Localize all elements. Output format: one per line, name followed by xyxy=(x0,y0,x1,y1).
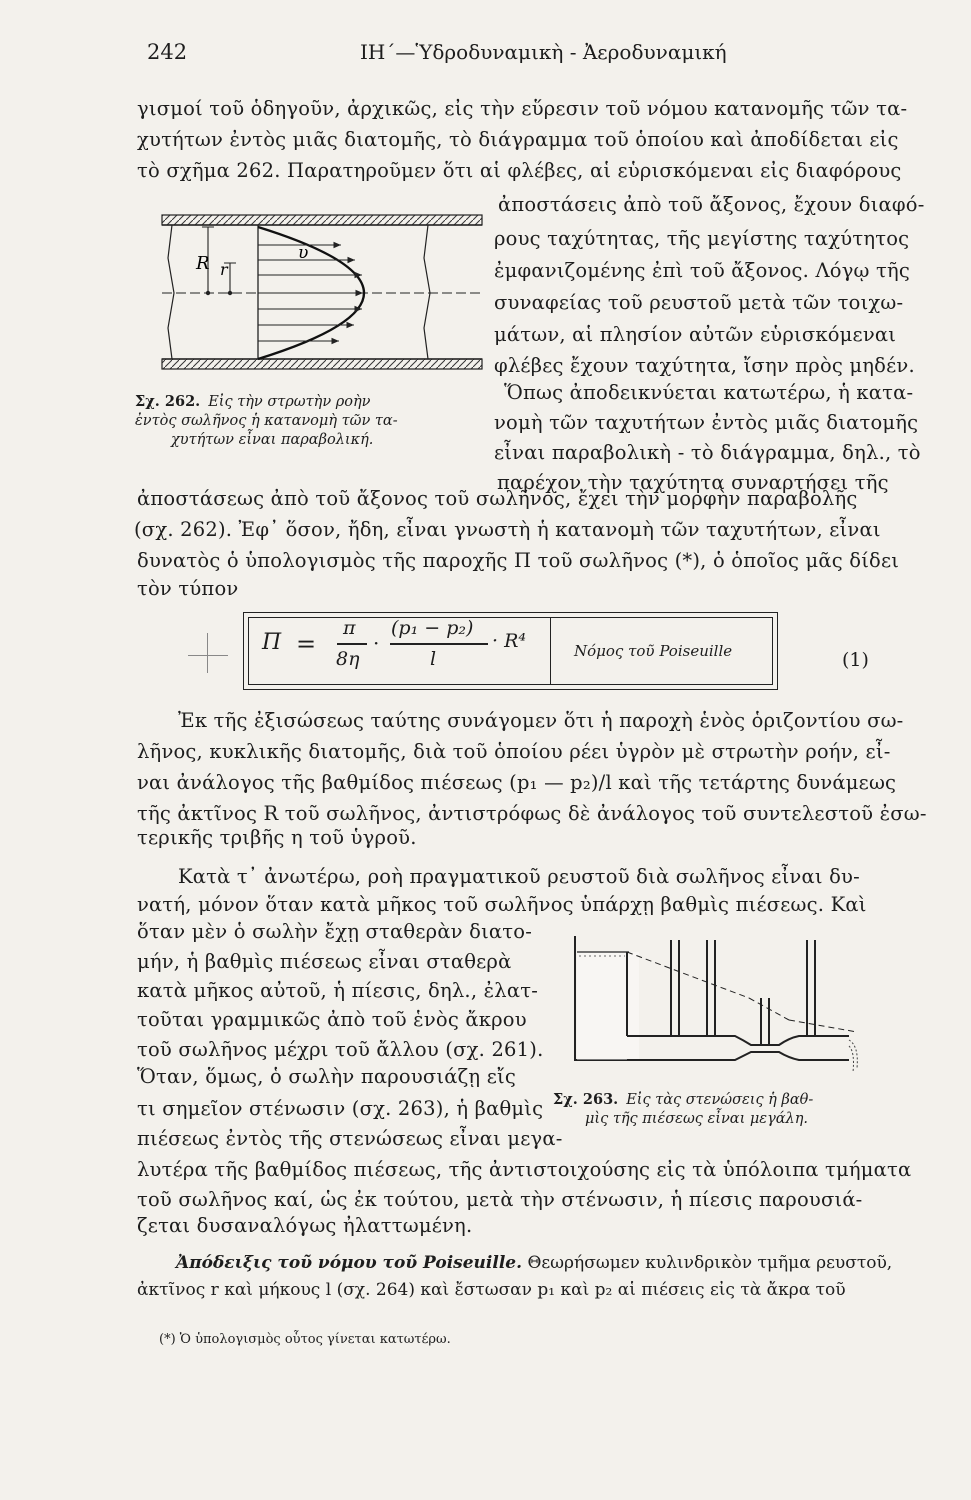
text-line: πιέσεως ἐντὸς τῆς στενώσεως εἶναι μεγα- xyxy=(137,1127,563,1150)
label-v: υ xyxy=(298,243,309,263)
text-line: νατή, μόνον ὅταν κατὰ μῆκος τοῦ σωλῆνος ὑπάρχῃ βαθμὶς πιέσεως. Καὶ xyxy=(137,893,867,916)
formula-r4: · R⁴ xyxy=(492,630,527,652)
text-line: Κατὰ τ᾽ ἀνωτέρω, ροὴ πραγματικοῦ ρευστοῦ διὰ σωλῆνος εἶναι δυ- xyxy=(178,865,860,888)
formula-lhs: Π xyxy=(262,630,282,655)
text-line: τερικῆς τριβῆς η τοῦ ὑγροῦ. xyxy=(137,826,417,849)
figure-263-constriction-diagram xyxy=(567,928,867,1083)
proof-heading: Ἀπόδειξις τοῦ νόμου τοῦ Poiseuille. xyxy=(176,1253,523,1273)
text-line: (σχ. 262). Ἐφ᾽ ὅσον, ἤδη, εἶναι γνωστὴ ἡ κατανομὴ τῶν ταχυτήτων, εἶναι xyxy=(134,518,881,541)
proof-line-2: ἀκτῖνος r καὶ μήκους l (σχ. 264) καὶ ἔστωσαν p₁ καὶ p₂ αἱ πιέσεις εἰς τὰ ἄκρα τοῦ xyxy=(137,1280,846,1300)
text-line: μάτων, αἱ πλησίον αὐτῶν εὑρισκόμεναι xyxy=(494,323,897,346)
running-title: ΙΗ΄—Ὑδροδυναμικὴ - Ἀεροδυναμική xyxy=(360,40,727,64)
text-line: δυνατὸς ὁ ὑπολογισμὸς τῆς παροχῆς Π τοῦ σωλῆνος (*), ὁ ὁποῖος μᾶς δίδει xyxy=(137,549,900,572)
text-line: Ὅταν, ὅμως, ὁ σωλὴν παρουσιάζῃ εἴς xyxy=(137,1065,516,1088)
proof-line-1: Ἀπόδειξις τοῦ νόμου τοῦ Poiseuille. Θεωρήσωμεν κυλινδρικὸν τμῆμα ρευστοῦ, xyxy=(176,1253,893,1273)
margin-cross-mark xyxy=(188,633,228,673)
text-line: λυτέρα τῆς βαθμίδος πιέσεως, τῆς ἀντιστοιχούσης εἰς τὰ ὑπόλοιπα τμήματα xyxy=(137,1158,912,1181)
text-line: ζεται δυσαναλόγως ἠλαττωμένη. xyxy=(137,1214,473,1237)
figure-263-caption: Σχ. 263. Εἰς τὰς στενώσεις ἡ βαθ- μὶς τῆς πιέσεως εἶναι μεγάλη. xyxy=(553,1091,814,1127)
text-line: τοῦται γραμμικῶς ἀπὸ τοῦ ἑνὸς ἄκρου xyxy=(137,1008,527,1031)
label-R: R xyxy=(196,253,210,274)
fraction-bar xyxy=(390,643,488,645)
text-line: τῆς ἀκτῖνος R τοῦ σωλῆνος, ἀντιστρόφως δὲ ἀνάλογος τοῦ συντελεστοῦ ἐσω- xyxy=(137,802,927,825)
text-line: εἶναι παραβολικὴ - τὸ διάγραμμα, δηλ., τὸ xyxy=(494,441,921,464)
text-line: τι σημεῖον στένωσιν (σχ. 263), ἡ βαθμὶς xyxy=(137,1097,544,1120)
formula-8eta: 8η xyxy=(336,648,360,670)
label-r: r xyxy=(220,260,228,279)
page-number: 242 xyxy=(147,40,188,64)
text-line: νομὴ τῶν ταχυτήτων ἐντὸς μιᾶς διατομῆς xyxy=(494,411,919,434)
tube-wall-bottom xyxy=(162,359,482,369)
text-line: λῆνος, κυκλικῆς διατομῆς, διὰ τοῦ ὁποίου ρέει ὑγρὸν μὲ στρωτὴν ροήν, εἶ- xyxy=(137,740,891,763)
caption-number: Σχ. 262. xyxy=(135,393,201,410)
formula-equals: = xyxy=(296,630,317,658)
figure-262-tube-diagram xyxy=(158,213,488,390)
text-line: ἀποστάσεις ἀπὸ τοῦ ἄξονος, ἔχουν διαφό- xyxy=(498,193,925,216)
footnote: (*) Ὁ ὑπολογισμὸς οὗτος γίνεται κατωτέρω. xyxy=(159,1332,451,1347)
formula-pi: π xyxy=(343,617,356,639)
text-line: συναφείας τοῦ ρευστοῦ μετὰ τῶν τοιχω- xyxy=(494,291,904,314)
text-line: ἐμφανιζομένης ἐπὶ τοῦ ἄξονος. Λόγῳ τῆς xyxy=(494,259,911,282)
text-line: μήν, ἡ βαθμὶς πιέσεως εἶναι σταθερὰ xyxy=(137,950,512,973)
text-line: ρους ταχύτητας, τῆς μεγίστης ταχύτητος xyxy=(494,227,910,250)
text-line: κατὰ μῆκος αὐτοῦ, ἡ πίεσις, δηλ., ἐλατ- xyxy=(137,979,538,1002)
text-line: Ὅπως ἀποδεικνύεται κατωτέρω, ἡ κατα- xyxy=(504,381,914,404)
law-name: Νόμος τοῦ Poiseuille xyxy=(574,642,733,660)
text-line: ναι ἀνάλογος τῆς βαθμίδος πιέσεως (p₁ — p₂)/l καὶ τῆς τετάρτης δυνάμεως xyxy=(137,771,897,794)
formula-denominator: l xyxy=(430,648,437,670)
text-line: ὅταν μὲν ὁ σωλὴν ἔχῃ σταθερὰν διατο- xyxy=(137,920,533,943)
text-line: παρέχον τὴν ταχύτητα συναρτήσει τῆς xyxy=(497,471,889,494)
text-line: Ἐκ τῆς ἐξισώσεως ταύτης συνάγομεν ὅτι ἡ παροχὴ ἑνὸς ὁριζοντίου σω- xyxy=(178,709,904,732)
text-line: φλέβες ἔχουν ταχύτητα, ἴσην πρὸς μηδέν. xyxy=(494,354,915,377)
tube-wall-top xyxy=(162,215,482,225)
figure-262-caption: Σχ. 262. Εἰς τὴν στρωτὴν ροὴν ἐντὸς σωλῆνος ἡ κατανομὴ τῶν τα- χυτήτων εἶναι παραβολική. xyxy=(135,393,398,448)
text-line: γισμοί τοῦ ὁδηγοῦν, ἀρχικῶς, εἰς τὴν εὕρεσιν τοῦ νόμου κατανομῆς τῶν τα- xyxy=(137,97,908,120)
text-line: τὸ σχῆμα 262. Παρατηροῦμεν ὅτι αἱ φλέβες, αἱ εὑρισκόμεναι εἰς διαφόρους xyxy=(137,159,902,182)
text-line: τοῦ σωλῆνος μέχρι τοῦ ἄλλου (σχ. 261). xyxy=(137,1038,544,1061)
fraction-bar xyxy=(337,643,367,645)
text-line: χυτήτων ἐντὸς μιᾶς διατομῆς, τὸ διάγραμμα τοῦ ὁποίου καὶ ἀποδίδεται εἰς xyxy=(137,128,899,151)
formula-dot: · xyxy=(373,631,380,655)
text-line: ἀποστάσεως ἀπὸ τοῦ ἄξονος τοῦ σωλῆνος, ἔχει τὴν μορφὴν παραβολῆς xyxy=(137,487,858,510)
pressure-gradient-line xyxy=(627,952,749,998)
formula-numerator: (p₁ − p₂) xyxy=(391,617,474,639)
text-line: τὸν τύπον xyxy=(137,577,239,600)
text-line: τοῦ σωλῆνος καί, ὡς ἐκ τούτου, μετὰ τὴν στένωσιν, ἡ πίεσις παρουσιά- xyxy=(137,1188,863,1211)
caption-number: Σχ. 263. xyxy=(553,1091,619,1108)
equation-number: (1) xyxy=(842,649,869,671)
